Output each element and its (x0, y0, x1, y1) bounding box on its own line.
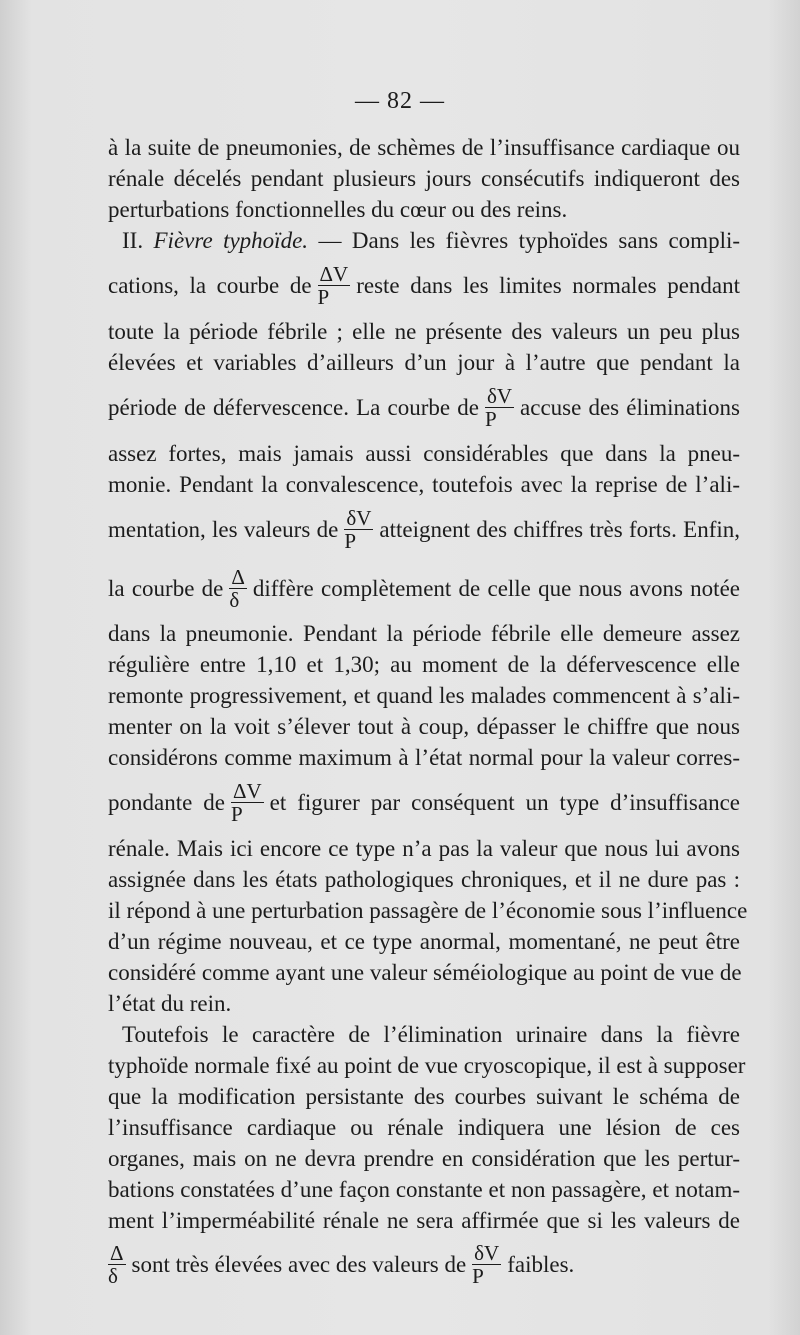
text-line: organes, mais on ne devra prendre en considération que les pertur- (108, 1146, 740, 1171)
text-line: assignée dans les états pathologiques chroniques, et il ne dure pas : (108, 867, 740, 892)
text-line: assez fortes, mais jamais aussi considérables que dans la pneu- (108, 441, 740, 466)
fraction-denominator: P (317, 285, 330, 310)
fraction-numerator: Δ (231, 565, 245, 590)
text-line: régulière entre 1,10 et 1,30; au moment de la défervescence elle (108, 652, 740, 677)
text-line-with-fraction (108, 500, 740, 560)
fraction-denominator: δ (108, 1264, 118, 1289)
text-line: ment l’imperméabilité rénale ne sera affirmée que si les valeurs de (108, 1208, 740, 1233)
text-line: dans la pneumonie. Pendant la période fébrile elle demeure assez (108, 621, 740, 646)
text-line: que la modification persistante des courbes suivant le schéma de (108, 1084, 740, 1109)
text-segment: pondante de (108, 790, 225, 815)
text-line: l’insuffisance cardiaque ou rénale indiquera une lésion de ces (108, 1115, 740, 1140)
fraction-numerator: δV (346, 506, 372, 531)
text-line: menter on la voit s’élever tout à coup, dépasser le chiffre que nous (108, 714, 740, 739)
text-line: bations constatées d’une façon constante et non passagère, et notam- (108, 1177, 740, 1202)
text-segment: atteignent des chiffres très forts. Enfin, (379, 517, 741, 542)
text-line: remonte progressivement, et quand les malades commencent à s’ali- (108, 683, 740, 708)
text-segment: reste dans les limites normales pendant (356, 273, 740, 298)
fraction-numerator: δV (486, 384, 513, 409)
fraction-numerator: Δ (110, 1241, 124, 1266)
text-segment: mentation, les valeurs de (108, 517, 339, 542)
body-text (108, 132, 748, 1294)
text-line: perturbations fonctionnelles du cœur ou des reins. (108, 197, 568, 222)
text-line: rénale décelés pendant plusieurs jours consécutifs indiqueront des (108, 166, 740, 191)
section-heading-line (108, 225, 740, 256)
text-segment: diffère complètement de celle que nous avons notée (252, 576, 740, 601)
text-line: considéré comme ayant une valeur séméiologique au point de vue de (108, 960, 742, 985)
fraction-delta-over-small-delta (229, 566, 247, 611)
page-number: — 82 — (355, 88, 445, 114)
text-line: considérons comme maximum à l’état normal pour la valeur corres- (108, 745, 740, 770)
text-line-with-fraction (108, 378, 740, 438)
text-line: à la suite de pneumonies, de schèmes de l’insuffisance cardiaque ou (108, 135, 740, 160)
text-line: Toutefois le caractère de l’élimination urinaire dans la fièvre (122, 1022, 740, 1047)
text-segment: sont très élevées avec des valeurs de (131, 1252, 467, 1277)
fraction-small-delta-v-over-p (472, 1242, 501, 1287)
text-segment: période de défervescence. La courbe de (108, 395, 479, 420)
fraction-delta-v-over-p (318, 263, 351, 308)
section-title: Fièvre typhoïde. (153, 228, 309, 253)
fraction-numerator: δV (474, 1241, 500, 1266)
fraction-delta-over-small-delta (108, 1242, 126, 1287)
fraction-denominator: P (484, 407, 497, 432)
text-segment: et figurer par conséquent un type d’insuffisance (269, 790, 741, 815)
text-segment: la courbe de (108, 576, 224, 601)
text-segment: cations, la courbe de (108, 273, 312, 298)
text-line: il répond à une perturbation passagère de l’économie sous l’influence (108, 898, 748, 923)
text-line: d’un régime nouveau, et ce type anormal, momentané, ne peut être (108, 929, 740, 954)
fraction-denominator: δ (229, 588, 240, 613)
text-segment: accuse des éliminations (520, 395, 740, 420)
text-line-with-fraction (108, 773, 740, 833)
text-line: rénale. Mais ici encore ce type n’a pas la valeur que nous lui avons (108, 836, 740, 861)
text-line-with-fraction (108, 256, 740, 316)
text-segment: faibles. (507, 1252, 575, 1277)
text-segment: — Dans les fièvres typhoïdes sans compli- (308, 228, 741, 253)
text-line: typhoïde normale fixé au point de vue cryoscopique, il est à supposer (108, 1053, 746, 1078)
fraction-delta-v-over-p (231, 780, 264, 825)
section-number: II. (122, 228, 154, 253)
text-line-with-fraction (108, 1236, 740, 1294)
fraction-numerator: ΔV (319, 262, 349, 287)
fraction-numerator: ΔV (233, 779, 262, 804)
fraction-denominator: P (231, 802, 243, 827)
text-line: monie. Pendant la convalescence, toutefois avec la reprise de l’ali- (108, 472, 740, 497)
text-line-with-fraction (108, 560, 740, 618)
text-line: l’état du rein. (108, 991, 232, 1016)
fraction-denominator: P (344, 529, 356, 554)
fraction-denominator: P (472, 1264, 484, 1289)
text-line: élevées et variables d’ailleurs d’un jour à l’autre que pendant la (108, 350, 740, 375)
fraction-small-delta-v-over-p (485, 385, 514, 430)
text-line: toute la période fébrile ; elle ne présente des valeurs un peu plus (108, 319, 740, 344)
fraction-small-delta-v-over-p (344, 507, 373, 552)
